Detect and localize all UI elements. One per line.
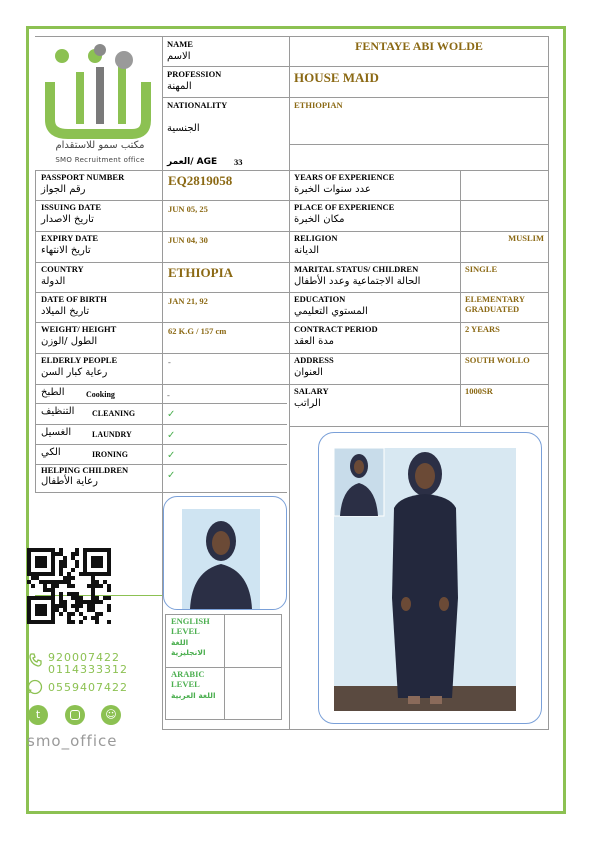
left-row-label-ar: تاريخ الميلاد xyxy=(41,306,90,317)
right-row-value: ELEMENTARY GRADUATED xyxy=(465,294,525,314)
phone-2: 0114333312 xyxy=(48,663,128,676)
right-row-value: 1000SR xyxy=(465,386,493,396)
twitter-icon[interactable]: t xyxy=(28,705,48,725)
arabic-level-label-ar: اللغة العربية xyxy=(171,691,216,700)
nationality-label: NATIONALITY xyxy=(167,100,228,110)
left-row-label: DATE OF BIRTH xyxy=(41,294,107,304)
right-row-label: RELIGION xyxy=(294,233,338,243)
skill-label-ar: الطبخ xyxy=(41,387,65,398)
logo-arabic-text: مكتب سمو للاستقدام xyxy=(55,140,145,151)
right-row-label: ADDRESS xyxy=(294,355,334,365)
left-row-label-ar: تاريخ الاصدار xyxy=(41,214,94,225)
right-row-label-ar: مكان الخبرة xyxy=(294,214,345,225)
left-row-label: EXPIRY DATE xyxy=(41,233,99,243)
right-row-label-ar: الديانة xyxy=(294,245,320,256)
arabic-level-label: ARABIC LEVEL xyxy=(171,669,205,689)
left-row-value: ETHIOPIA xyxy=(168,265,234,280)
left-row-label: ELDERLY PEOPLE xyxy=(41,355,118,365)
name-label-ar: الاسم xyxy=(167,51,191,62)
english-level-label: ENGLISH LEVEL xyxy=(171,616,210,636)
right-row-label-ar: عدد سنوات الخبرة xyxy=(294,184,371,195)
left-row-label: WEIGHT/ HEIGHT xyxy=(41,324,117,334)
snapchat-icon[interactable]: ☺ xyxy=(101,705,121,725)
left-row-value: - xyxy=(168,357,171,367)
skill-label: CLEANING xyxy=(92,409,136,418)
left-row-label: PASSPORT NUMBER xyxy=(41,172,125,182)
logo-mark-icon xyxy=(40,42,160,142)
skill-value: ✓ xyxy=(167,409,176,420)
whatsapp-icon xyxy=(27,679,43,695)
left-row-value: EQ2819058 xyxy=(168,173,233,188)
left-row-value: JUN 05, 25 xyxy=(168,204,208,214)
name-value: FENTAYE ABI WOLDE xyxy=(355,39,483,53)
logo-english-text: SMO Recruitment office xyxy=(55,156,145,164)
skill-label: Cooking xyxy=(86,390,115,399)
skill-label-ar: التنظيف xyxy=(41,406,75,417)
skill-value: ✓ xyxy=(167,450,176,461)
right-row-label: CONTRACT PERIOD xyxy=(294,324,378,334)
nationality-value: ETHIOPIAN xyxy=(294,100,343,110)
right-row-value: SINGLE xyxy=(465,264,498,274)
profession-label-ar: المهنة xyxy=(167,81,192,92)
left-row-value: JAN 21, 92 xyxy=(168,296,208,306)
skill-label-ar: رعاية الأطفال xyxy=(41,476,98,487)
profession-label: PROFESSION xyxy=(167,69,222,79)
age-value: 33 xyxy=(234,157,243,167)
skill-value: ✓ xyxy=(167,430,176,441)
skill-value: - xyxy=(167,390,170,400)
profession-value: HOUSE MAID xyxy=(294,70,379,85)
left-row-label-ar: الدولة xyxy=(41,276,66,287)
right-row-label: MARITAL STATUS/ CHILDREN xyxy=(294,264,419,274)
right-row-label: YEARS OF EXPERIENCE xyxy=(294,172,395,182)
logo xyxy=(40,42,160,172)
name-label: NAME xyxy=(167,39,193,49)
skill-label-ar: الكي xyxy=(41,447,61,458)
left-row-value: 62 K.G / 157 cm xyxy=(168,326,227,336)
phone-1: 920007422 xyxy=(48,651,120,664)
phone-icon xyxy=(28,652,44,668)
left-row-label-ar: الطول /الوزن xyxy=(41,336,98,347)
skill-label: LAUNDRY xyxy=(92,430,132,439)
left-row-label: COUNTRY xyxy=(41,264,84,274)
skill-label: HELPING CHILDREN xyxy=(41,465,129,475)
right-row-label: PLACE OF EXPERIENCE xyxy=(294,202,395,212)
instagram-icon[interactable] xyxy=(65,705,85,725)
left-row-label: ISSUING DATE xyxy=(41,202,102,212)
nationality-label-ar: الجنسية xyxy=(167,123,200,134)
qr-code[interactable] xyxy=(27,548,111,624)
social-handle: smo_office xyxy=(27,732,118,750)
right-row-value: 2 YEARS xyxy=(465,324,500,334)
right-row-value: SOUTH WOLLO xyxy=(465,355,530,365)
right-row-label-ar: الراتب xyxy=(294,398,321,409)
left-row-label-ar: رقم الجواز xyxy=(41,184,86,195)
left-row-label-ar: تاريخ الانتهاء xyxy=(41,245,91,256)
right-row-label-ar: مدة العقد xyxy=(294,336,334,347)
right-row-label: EDUCATION xyxy=(294,294,346,304)
right-row-value: MUSLIM xyxy=(508,233,544,243)
right-row-label-ar: المستوي التعليمي xyxy=(294,306,368,317)
fullbody-photo xyxy=(334,448,516,711)
right-row-label-ar: العنوان xyxy=(294,367,323,378)
skill-value: ✓ xyxy=(167,470,176,481)
right-row-label-ar: الحالة الاجتماعية وعدد الأطفال xyxy=(294,276,421,287)
english-level-label-ar: اللغة الانجليزية xyxy=(171,638,206,657)
skill-label: IRONING xyxy=(92,450,129,459)
left-row-value: JUN 04, 30 xyxy=(168,235,208,245)
right-row-label: SALARY xyxy=(294,386,329,396)
whatsapp-number: 0559407422 xyxy=(48,681,128,694)
portrait-photo xyxy=(182,509,260,609)
skill-label-ar: الغسيل xyxy=(41,427,72,438)
left-row-label-ar: رعاية كبار السن xyxy=(41,367,108,378)
age-label: العمر/ AGE xyxy=(167,157,218,167)
